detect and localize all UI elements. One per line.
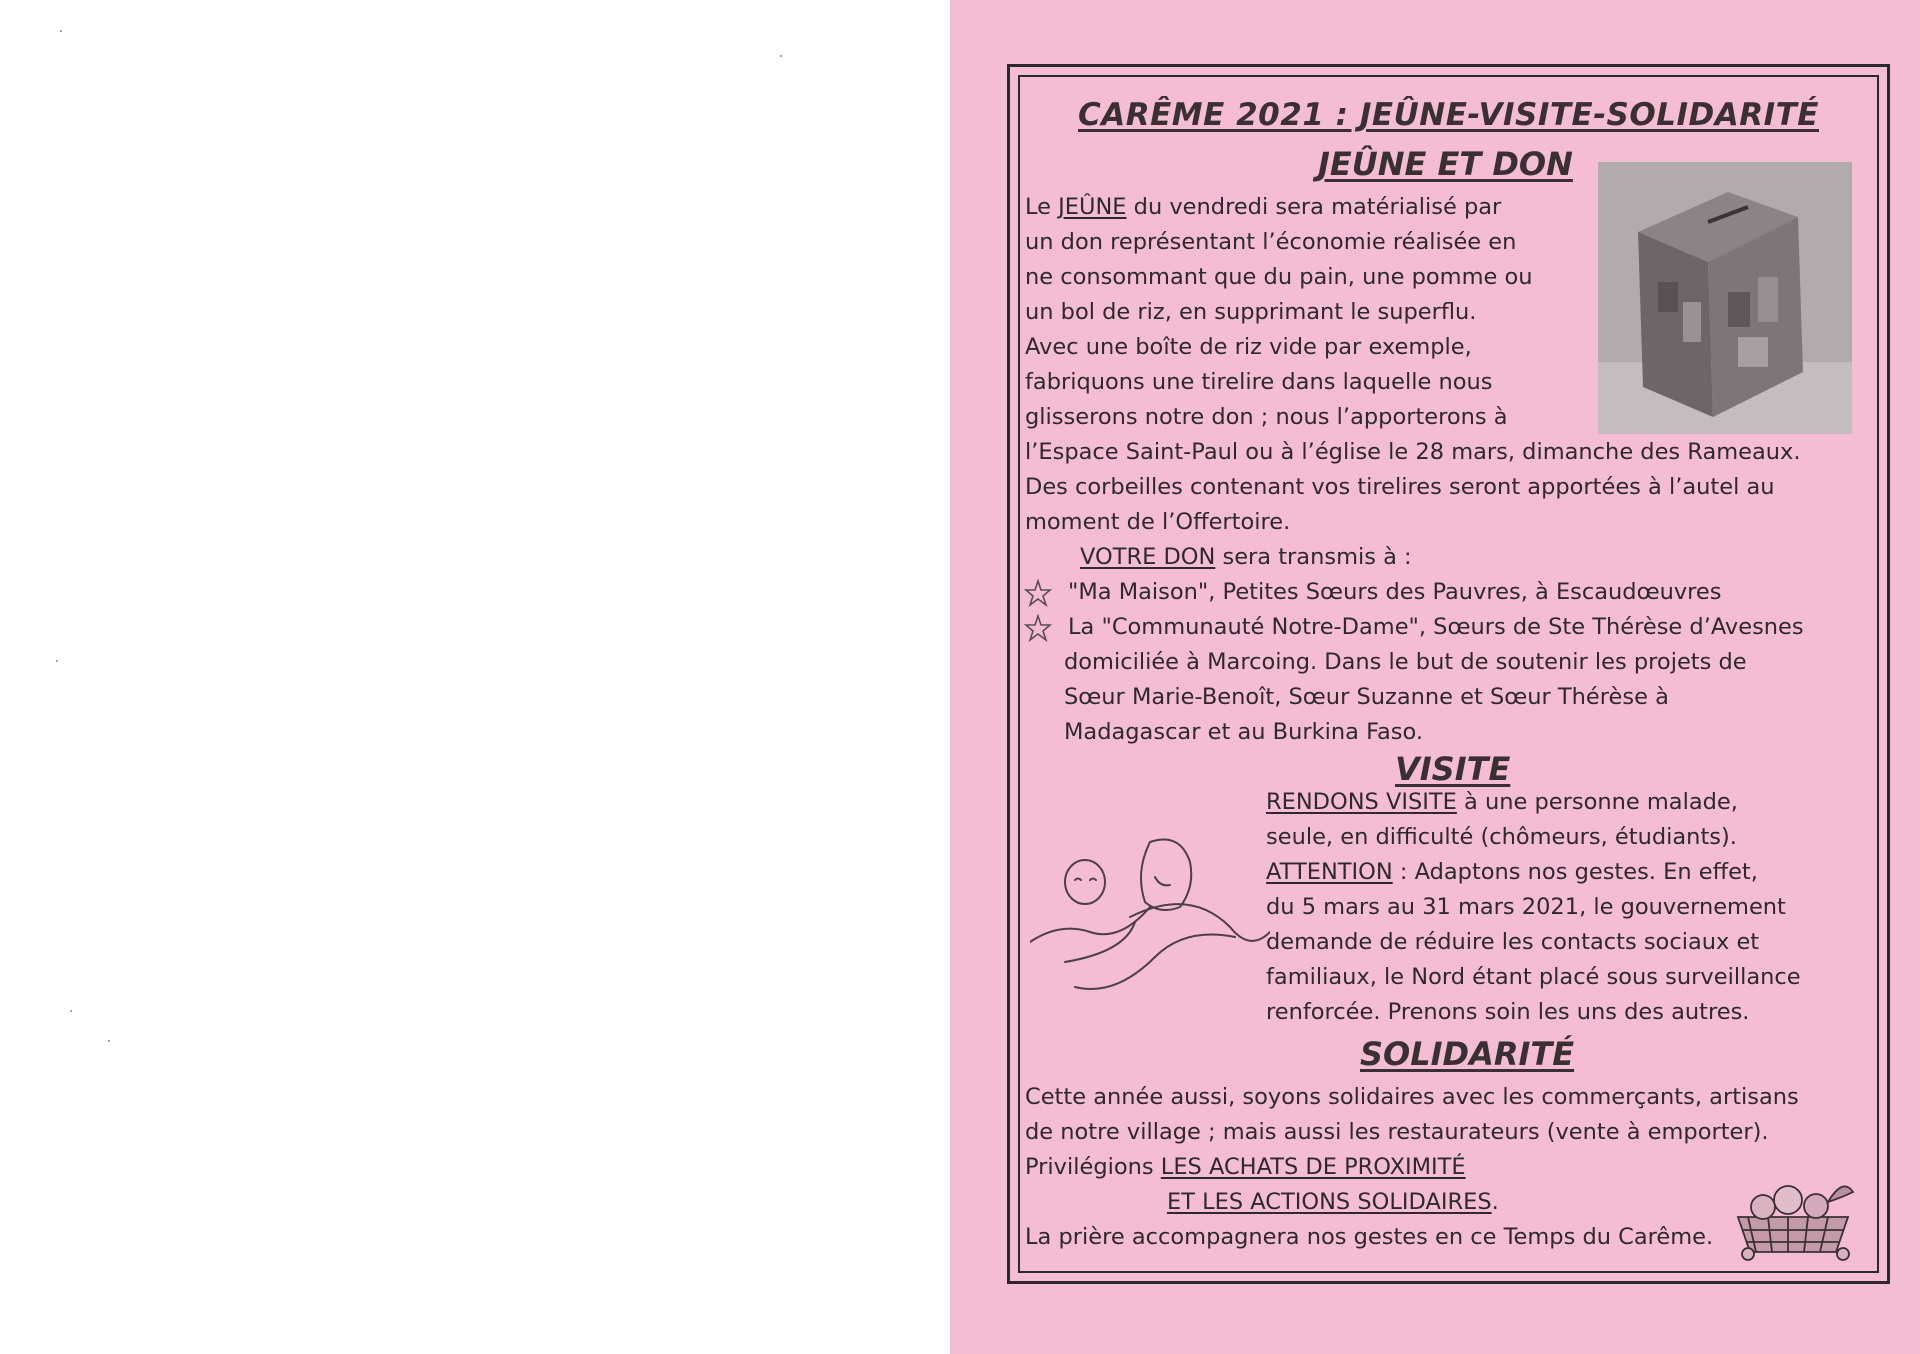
text-line: Cette année aussi, soyons solidaires avec les commerçants, artisans [1025, 1084, 1799, 1110]
text-line: du 5 mars au 31 mars 2021, le gouvernement [1266, 894, 1786, 920]
text-line: RENDONS VISITE à une personne malade, [1266, 789, 1738, 815]
scan-speck [70, 1010, 72, 1012]
text-line: ne consommant que du pain, une pomme ou [1025, 264, 1533, 290]
text-line: Avec une boîte de riz vide par exemple, [1025, 334, 1472, 360]
money-box-photo [1598, 162, 1852, 434]
star-bullet-icon [1024, 614, 1052, 642]
text-line: familiaux, le Nord étant placé sous surveillance [1266, 964, 1801, 990]
double-border-frame [1007, 64, 1890, 1284]
text-line: seule, en difficulté (chômeurs, étudiants). [1266, 824, 1737, 850]
text-line: un bol de riz, en supprimant le superflu. [1025, 299, 1477, 325]
page-title: CARÊME 2021 : JEÛNE-VISITE-SOLIDARITÉ [1078, 97, 1819, 133]
bullet-continuation: domiciliée à Marcoing. Dans le but de soutenir les projets de [1064, 649, 1747, 675]
text-line: renforcée. Prenons soin les uns des autres. [1266, 999, 1750, 1025]
text-line: La prière accompagnera nos gestes en ce Temps du Carême. [1025, 1224, 1714, 1250]
votre-don-line: VOTRE DON sera transmis à : [1080, 544, 1412, 570]
blank-left-page [0, 0, 950, 1354]
text-line: fabriquons une tirelire dans laquelle nous [1025, 369, 1493, 395]
text-line: Privilégions LES ACHATS DE PROXIMITÉ [1025, 1154, 1466, 1180]
star-bullet-icon [1024, 579, 1052, 607]
text-line: l’Espace Saint-Paul ou à l’église le 28 mars, dimanche des Rameaux. [1025, 439, 1801, 465]
heading-jeune-et-don: JEÛNE ET DON [1318, 145, 1573, 183]
visit-drawing-icon [1030, 822, 1270, 1022]
scan-speck [56, 660, 58, 662]
bullet-item: La "Communauté Notre-Dame", Sœurs de Ste Thérèse d’Avesnes [1068, 614, 1804, 640]
inner-frame [1018, 75, 1879, 1273]
bullet-continuation: Madagascar et au Burkina Faso. [1064, 719, 1423, 745]
text-line: demande de réduire les contacts sociaux et [1266, 929, 1760, 955]
text-line: de notre village ; mais aussi les restaurateurs (vente à emporter). [1025, 1119, 1769, 1145]
heading-visite: VISITE [1395, 750, 1511, 788]
scan-speck [60, 30, 62, 32]
text-line: ET LES ACTIONS SOLIDAIRES. [1167, 1189, 1499, 1215]
text-line: moment de l’Offertoire. [1025, 509, 1291, 535]
pink-leaflet [950, 0, 1920, 1354]
text-line: ATTENTION : Adaptons nos gestes. En effet, [1266, 859, 1758, 885]
basket-icon [1728, 1172, 1858, 1262]
text-line: glisserons notre don ; nous l’apporterons à [1025, 404, 1508, 430]
text-line: Le JEÛNE du vendredi sera matérialisé par [1025, 194, 1502, 220]
heading-solidarite: SOLIDARITÉ [1360, 1035, 1575, 1073]
bullet-continuation: Sœur Marie-Benoît, Sœur Suzanne et Sœur Thérèse à [1064, 684, 1669, 710]
text-line: un don représentant l’économie réalisée en [1025, 229, 1517, 255]
scan-speck [108, 1040, 110, 1042]
bullet-item: "Ma Maison", Petites Sœurs des Pauvres, à Escaudœuvres [1068, 579, 1722, 605]
text-line: Des corbeilles contenant vos tirelires seront apportées à l’autel au [1025, 474, 1775, 500]
scan-speck [780, 55, 782, 57]
